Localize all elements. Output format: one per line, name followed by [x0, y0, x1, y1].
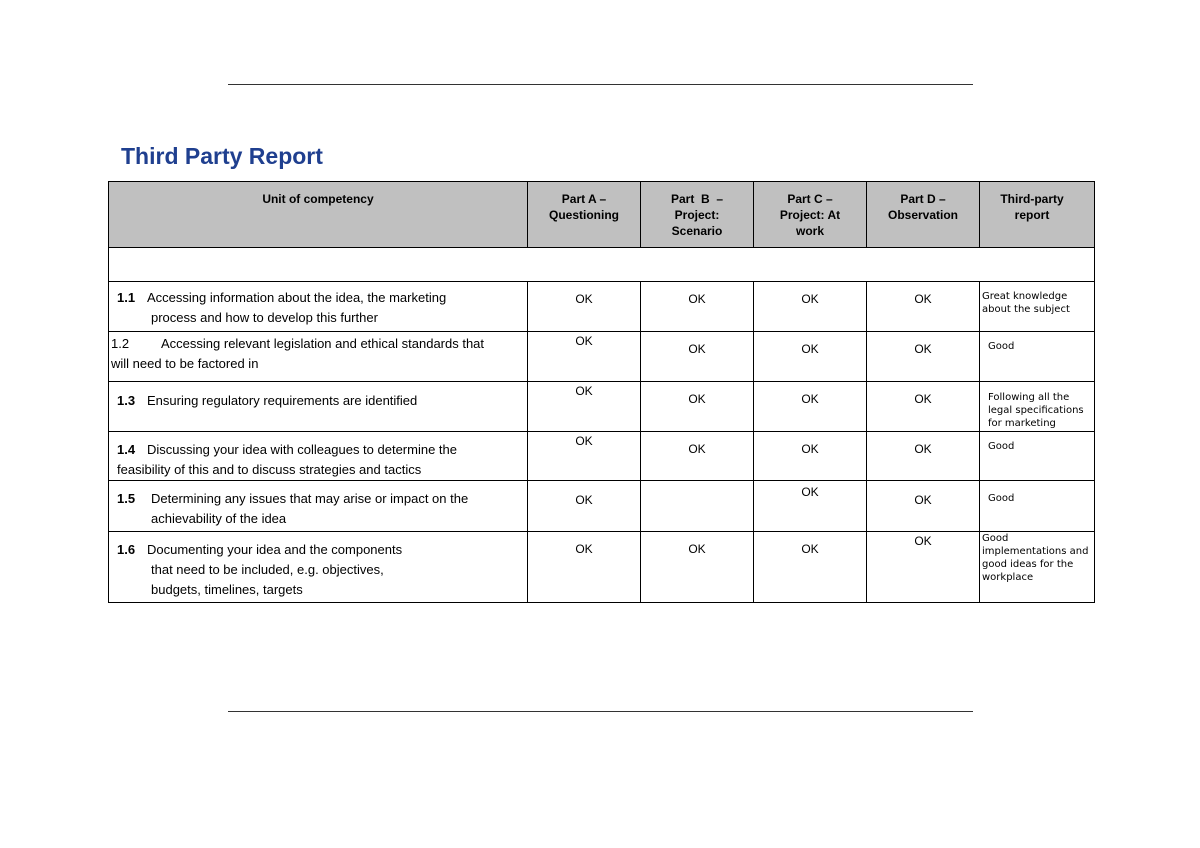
- part-d-cell: OK: [867, 332, 980, 382]
- part-d-cell: OK: [867, 432, 980, 481]
- part-d-cell: OK: [867, 532, 980, 603]
- table-row: [109, 532, 1095, 603]
- third-party-note: Good: [980, 332, 1095, 382]
- third-party-note: Good implementations and good ideas for the workplace: [980, 532, 1095, 603]
- unit-cell: 1.5 Determining any issues that may arise or impact on the achievability of the idea: [109, 481, 528, 532]
- part-c-cell: OK: [754, 481, 867, 532]
- part-c-cell: OK: [754, 332, 867, 382]
- header-rule: [228, 84, 973, 85]
- unit-cell: 1.4 Discussing your idea with colleagues to determine the feasibility of this and to discuss strategies and tactics: [109, 432, 528, 481]
- part-a-cell: OK: [528, 532, 641, 603]
- unit-cell: 1.1 Accessing information about the idea, the marketing process and how to develop this further: [109, 282, 528, 332]
- unit-cell: 1.2 Accessing relevant legislation and ethical standards that will need to be factored in: [109, 332, 528, 382]
- part-a-cell: OK: [528, 332, 641, 382]
- competency-table: [108, 181, 1095, 603]
- part-a-header: Part A – Questioning: [528, 182, 641, 248]
- part-b-cell: OK: [641, 282, 754, 332]
- part-b-cell: OK: [641, 532, 754, 603]
- part-c-header: Part C – Project: At work: [754, 182, 867, 248]
- part-b-cell: OK: [641, 432, 754, 481]
- third-party-note: Great knowledge about the subject: [980, 282, 1095, 332]
- unit-cell: 1.6 Documenting your idea and the components that need to be included, e.g. objectives, budgets, timelines, targets: [109, 532, 528, 603]
- table-row: [109, 481, 1095, 532]
- part-d-header: Part D – Observation: [867, 182, 980, 248]
- part-b-cell: [641, 481, 754, 532]
- table-row: [109, 382, 1095, 432]
- part-b-cell: OK: [641, 332, 754, 382]
- header-row: [109, 182, 1095, 248]
- part-c-cell: OK: [754, 532, 867, 603]
- unit-cell: 1.3 Ensuring regulatory requirements are identified: [109, 382, 528, 432]
- part-c-cell: OK: [754, 432, 867, 481]
- third-party-note: Good: [980, 432, 1095, 481]
- part-d-cell: OK: [867, 382, 980, 432]
- table-row: [109, 432, 1095, 481]
- unit-header: Unit of competency: [109, 182, 528, 248]
- third-party-note: Good: [980, 481, 1095, 532]
- part-d-cell: OK: [867, 282, 980, 332]
- third-party-note: Following all the legal specifications for marketing: [980, 382, 1095, 432]
- part-c-cell: OK: [754, 282, 867, 332]
- part-c-cell: OK: [754, 382, 867, 432]
- part-a-cell: OK: [528, 382, 641, 432]
- page-title: Third Party Report: [121, 143, 323, 169]
- part-b-header: Part B – Project: Scenario: [641, 182, 754, 248]
- part-a-cell: OK: [528, 432, 641, 481]
- part-b-cell: OK: [641, 382, 754, 432]
- third-party-header: Third-party report: [980, 182, 1095, 248]
- part-a-cell: OK: [528, 282, 641, 332]
- table-row: [109, 332, 1095, 382]
- part-a-cell: OK: [528, 481, 641, 532]
- table-row: [109, 282, 1095, 332]
- blank-row: [109, 248, 1095, 282]
- footer-rule: [228, 711, 973, 712]
- part-d-cell: OK: [867, 481, 980, 532]
